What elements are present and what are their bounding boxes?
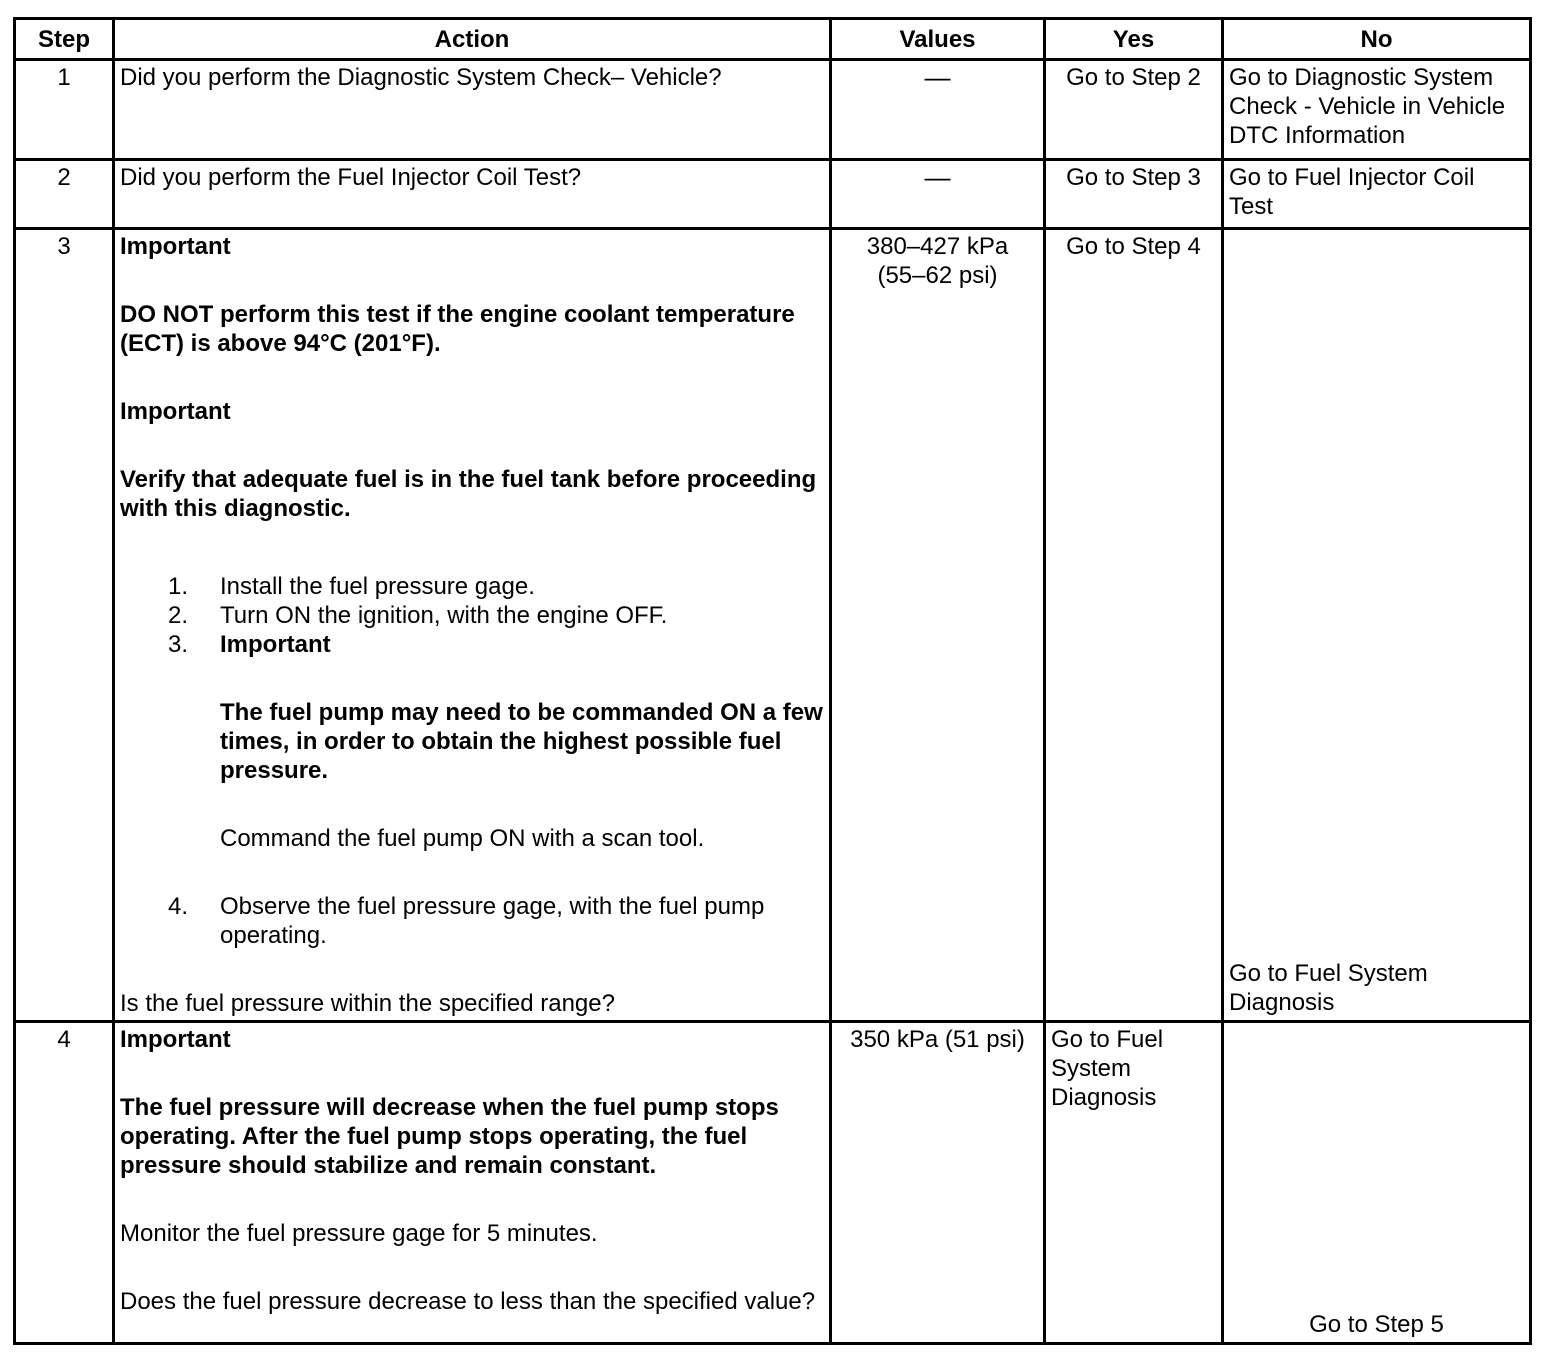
important-text: Verify that adequate fuel is in the fuel tank before proceeding with this diagnostic. bbox=[120, 466, 817, 522]
step-number: 2 bbox=[15, 160, 114, 229]
action-cell: Did you perform the Diagnostic System Check– Vehicle? bbox=[114, 60, 831, 160]
step-number: 1 bbox=[15, 60, 114, 160]
substep-important-label: Important bbox=[220, 631, 331, 658]
substep-important-note: The fuel pump may need to be commanded ON a few times, in order to obtain the highest possible fuel pressure. bbox=[220, 699, 823, 784]
substep-text: Turn ON the ignition, with the engine OFF. bbox=[220, 602, 668, 629]
substep-number: 1. bbox=[168, 573, 189, 600]
action-text: Monitor the fuel pressure gage for 5 minutes. bbox=[120, 1220, 598, 1247]
yes-cell: Go to Step 4 bbox=[1045, 229, 1223, 1022]
yes-cell: Go to Step 2 bbox=[1045, 60, 1223, 160]
substep-number: 2. bbox=[168, 602, 189, 629]
table-row bbox=[15, 60, 1531, 160]
no-cell: Go to Step 5 bbox=[1223, 1022, 1531, 1344]
values-cell bbox=[831, 229, 1045, 1022]
table-row bbox=[15, 160, 1531, 229]
header-values: Values bbox=[831, 19, 1045, 60]
step-number: 4 bbox=[15, 1022, 114, 1344]
substep-text: Command the fuel pump ON with a scan tool. bbox=[220, 825, 705, 852]
question: Does the fuel pressure decrease to less than the specified value? bbox=[120, 1288, 816, 1315]
values-line: 380–427 kPa bbox=[866, 233, 1009, 260]
values-cell: — bbox=[831, 160, 1045, 229]
yes-cell: Go to Step 3 bbox=[1045, 160, 1223, 229]
substep bbox=[168, 601, 824, 630]
action-cell bbox=[114, 1022, 831, 1344]
values-cell: 350 kPa (51 psi) bbox=[831, 1022, 1045, 1344]
no-cell: Go to Fuel Injector Coil Test bbox=[1223, 160, 1531, 229]
important-label: Important bbox=[120, 1026, 231, 1053]
substep-text: Observe the fuel pressure gage, with the fuel pump operating. bbox=[220, 893, 765, 949]
header-no: No bbox=[1223, 19, 1531, 60]
values-cell: — bbox=[831, 60, 1045, 160]
header-action: Action bbox=[114, 19, 831, 60]
diagnostic-table bbox=[13, 17, 1532, 1345]
important-text: The fuel pressure will decrease when the fuel pump stops operating. After the fuel pump stops operating, the fuel pressure should stabilize and remain constant. bbox=[120, 1094, 779, 1179]
important-label: Important bbox=[120, 233, 231, 260]
substep bbox=[168, 892, 824, 950]
table-row bbox=[15, 229, 1531, 1022]
values-line: (55–62 psi) bbox=[877, 262, 998, 289]
substep-list bbox=[120, 572, 824, 950]
no-cell: Go to Fuel System Diagnosis bbox=[1223, 229, 1531, 1022]
substep-number: 3. bbox=[168, 631, 189, 658]
substep-number: 4. bbox=[168, 893, 189, 920]
question: Is the fuel pressure within the specified range? bbox=[120, 990, 615, 1017]
yes-cell: Go to Fuel System Diagnosis bbox=[1045, 1022, 1223, 1344]
substep bbox=[168, 572, 824, 601]
important-label: Important bbox=[120, 398, 231, 425]
header-row bbox=[15, 19, 1531, 60]
important-text: DO NOT perform this test if the engine coolant temperature (ECT) is above 94°C (201°F). bbox=[120, 301, 795, 357]
substep bbox=[168, 630, 824, 892]
action-cell bbox=[114, 229, 831, 1022]
substep-text: Install the fuel pressure gage. bbox=[220, 573, 535, 600]
header-step: Step bbox=[15, 19, 114, 60]
table-row bbox=[15, 1022, 1531, 1344]
header-yes: Yes bbox=[1045, 19, 1223, 60]
action-cell: Did you perform the Fuel Injector Coil Test? bbox=[114, 160, 831, 229]
no-cell: Go to Diagnostic System Check - Vehicle in Vehicle DTC Information bbox=[1223, 60, 1531, 160]
step-number: 3 bbox=[15, 229, 114, 1022]
